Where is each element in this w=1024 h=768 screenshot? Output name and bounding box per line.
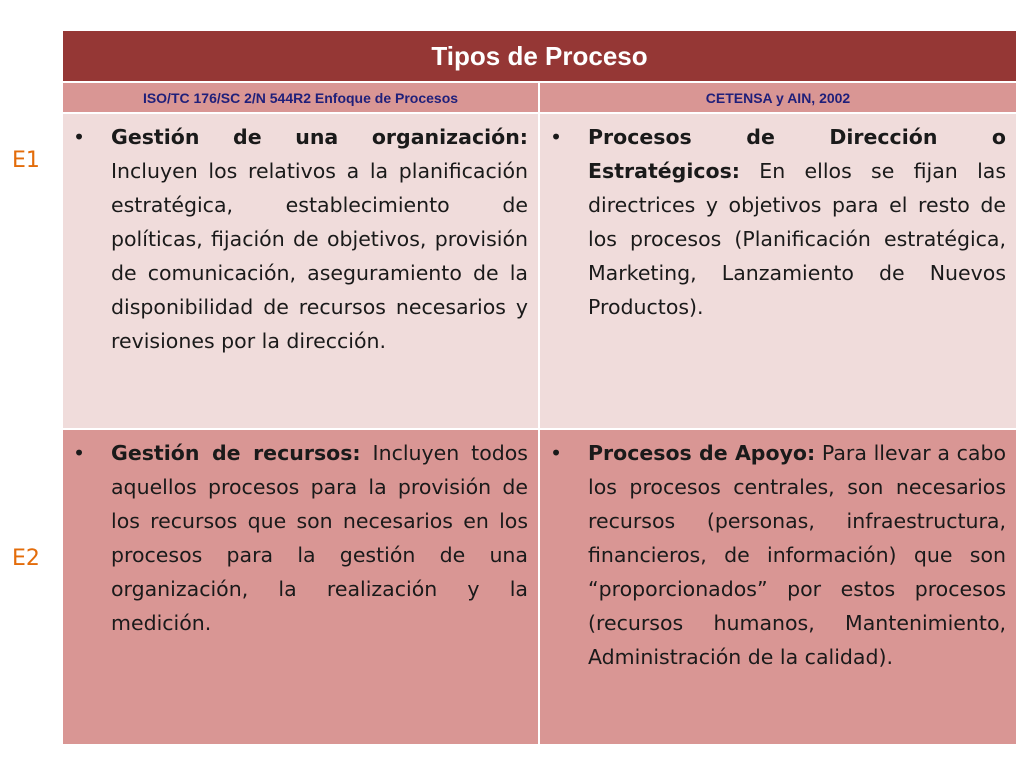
column-header-cetensa: CETENSA y AIN, 2002	[539, 82, 1017, 113]
title-row	[62, 30, 1017, 82]
cell-text: En ellos se fijan las directrices y objetivos para el resto de los procesos (Planificación estratégica, Marketing, Lanzamiento de Nuevos Productos).	[588, 159, 1007, 319]
cell-text: Para llevar a cabo los procesos centrales, son necesarios recursos (personas, infraestructura, financieros, de información) que son “proporcionados” por estos procesos (recursos humanos, Mantenimiento, Administración de la calidad).	[588, 441, 1007, 669]
cell-text: Incluyen los relativos a la planificación estratégica, establecimiento de políticas, fijación de objetivos, provisión de comunicación, aseguramiento de la disponibilidad de recursos necesarios y revisiones por la dirección.	[111, 159, 528, 353]
cell-text: Incluyen todos aquellos procesos para la provisión de los recursos que son necesarios en los procesos para la gestión de una organización, la realización y la medición.	[111, 441, 528, 635]
bullet-icon: •	[73, 125, 86, 149]
label-e1: E1	[12, 148, 40, 173]
table-cell	[539, 429, 1017, 745]
bullet-icon: •	[73, 441, 86, 465]
table-cell	[62, 113, 539, 429]
table-row	[62, 113, 1017, 429]
label-e2: E2	[12, 546, 40, 571]
process-types-table	[61, 29, 1018, 746]
cell-term: Gestión de recursos:	[111, 441, 361, 465]
cell-term: Gestión de una organización:	[111, 125, 528, 149]
table-cell	[62, 429, 539, 745]
bullet-icon: •	[550, 125, 563, 149]
cell-term: Procesos de Apoyo:	[588, 441, 816, 465]
header-row	[62, 82, 1017, 113]
column-header-iso: ISO/TC 176/SC 2/N 544R2 Enfoque de Procesos	[62, 82, 539, 113]
table-title: Tipos de Proceso	[62, 30, 1017, 82]
bullet-icon: •	[550, 441, 563, 465]
table-cell	[539, 113, 1017, 429]
cell-term: Procesos de Dirección o Estratégicos:	[588, 125, 1007, 183]
table-row	[62, 429, 1017, 745]
